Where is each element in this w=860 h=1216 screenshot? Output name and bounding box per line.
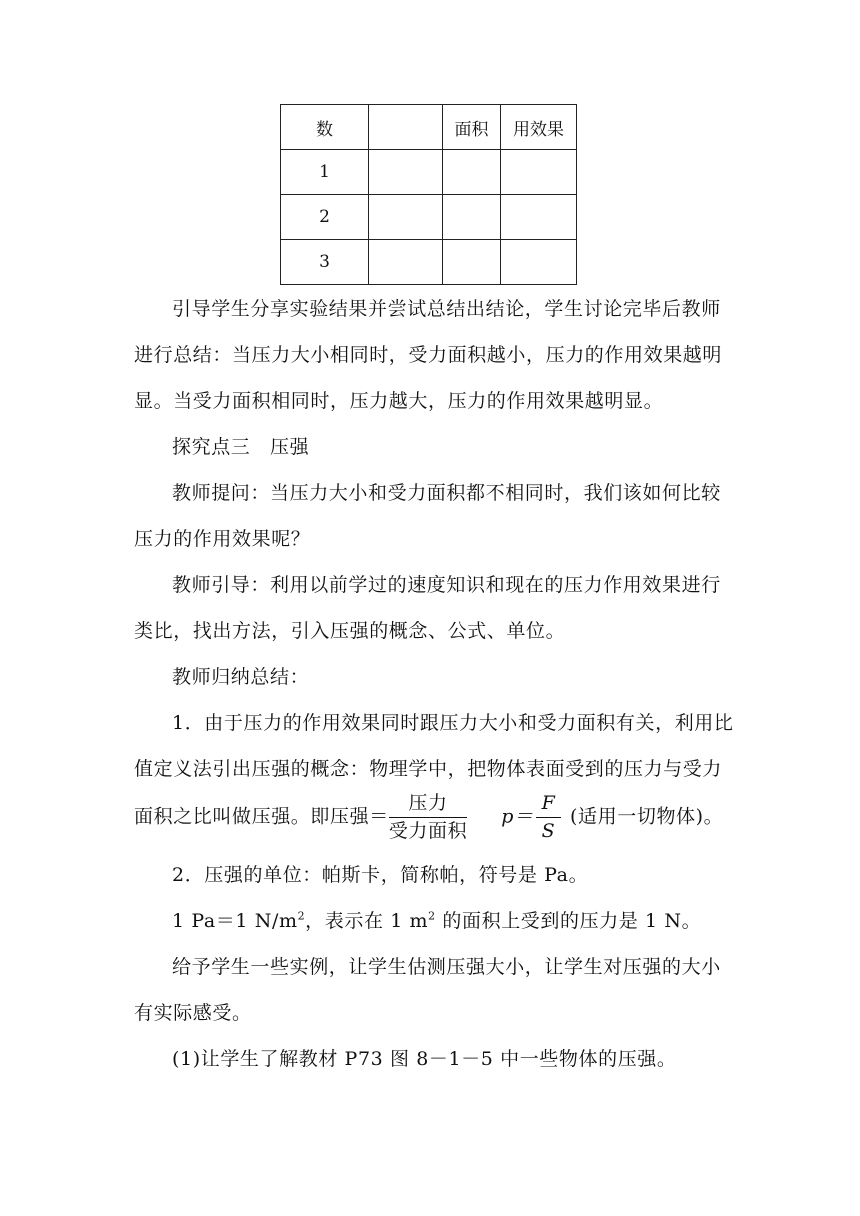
pascal-definition-paragraph [134,898,734,944]
table-cell [501,195,577,240]
table-cell [443,195,501,240]
table-cell [443,240,501,285]
formula-note: (适用一切物体)。 [563,805,724,828]
table-cell [501,240,577,285]
table-row [281,150,577,195]
table-cell [501,150,577,195]
exponent: 2 [428,909,436,923]
table-cell: 2 [281,195,369,240]
formula-denominator: S [541,819,556,842]
table-header-cell: 数 [281,105,369,150]
table-row [281,195,577,240]
pascal-eq-text: 1 Pa＝1 N/m [172,910,298,932]
pascal-desc-tail: 的面积上受到的压力是 1 N。 [435,910,702,932]
table-cell [443,150,501,195]
textbook-reference-paragraph: (1)让学生了解教材 P73 图 8－1－5 中一些物体的压强。 [172,1048,677,1070]
table-header-cell [369,105,443,150]
pressure-definition-paragraph [134,700,734,843]
table-header-row [281,105,577,150]
pressure-unit-paragraph: 2．压强的单位：帕斯卡，简称帕，符号是 Pa。 [172,864,589,886]
example-paragraph: 给予学生一些实例，让学生估测压强大小，让学生对压强的大小有实际感受。 [134,956,721,1024]
experiment-table [280,104,577,285]
pascal-desc-text: ，表示在 1 m [305,910,429,932]
summary-paragraph: 引导学生分享实验结果并尝试总结出结论，学生讨论完毕后教师进行总结：当压力大小相同时，受力面积越小，压力的作用效果越明显。当受力面积相同时，压力越大，压力的作用效果越明显。 [134,298,723,412]
section-heading: 探究点三 压强 [172,436,310,458]
table-cell [369,195,443,240]
teacher-guidance-paragraph: 教师引导：利用以前学过的速度知识和现在的压力作用效果进行类比，找出方法，引入压强的概念、公式、单位。 [134,574,721,642]
table-cell: 1 [281,150,369,195]
table-cell: 3 [281,240,369,285]
fraction-numerator: 压力 [389,792,467,818]
teacher-question-paragraph: 教师提问：当压力大小和受力面积都不相同时，我们该如何比较压力的作用效果呢？ [134,482,721,550]
fraction-denominator: 受力面积 [388,819,468,842]
formula-fraction [536,792,562,843]
exponent: 2 [297,909,306,923]
teacher-summary-label: 教师归纳总结： [172,666,310,688]
definition-text: 1．由于压力的作用效果同时跟压力大小和受力面积有关，利用比值定义法引出压强的概念：物理学中，把物体表面受到的压力与受力面积之比叫做压强。即压强＝ [134,712,734,828]
table-header-cell: 面积 [443,105,501,150]
table-header-cell: 用效果 [501,105,577,150]
word-fraction [389,792,467,843]
table-cell [369,150,443,195]
table-cell [369,240,443,285]
formula-numerator: F [536,792,562,818]
table-row [281,240,577,285]
formula-p: p＝ [501,805,534,828]
